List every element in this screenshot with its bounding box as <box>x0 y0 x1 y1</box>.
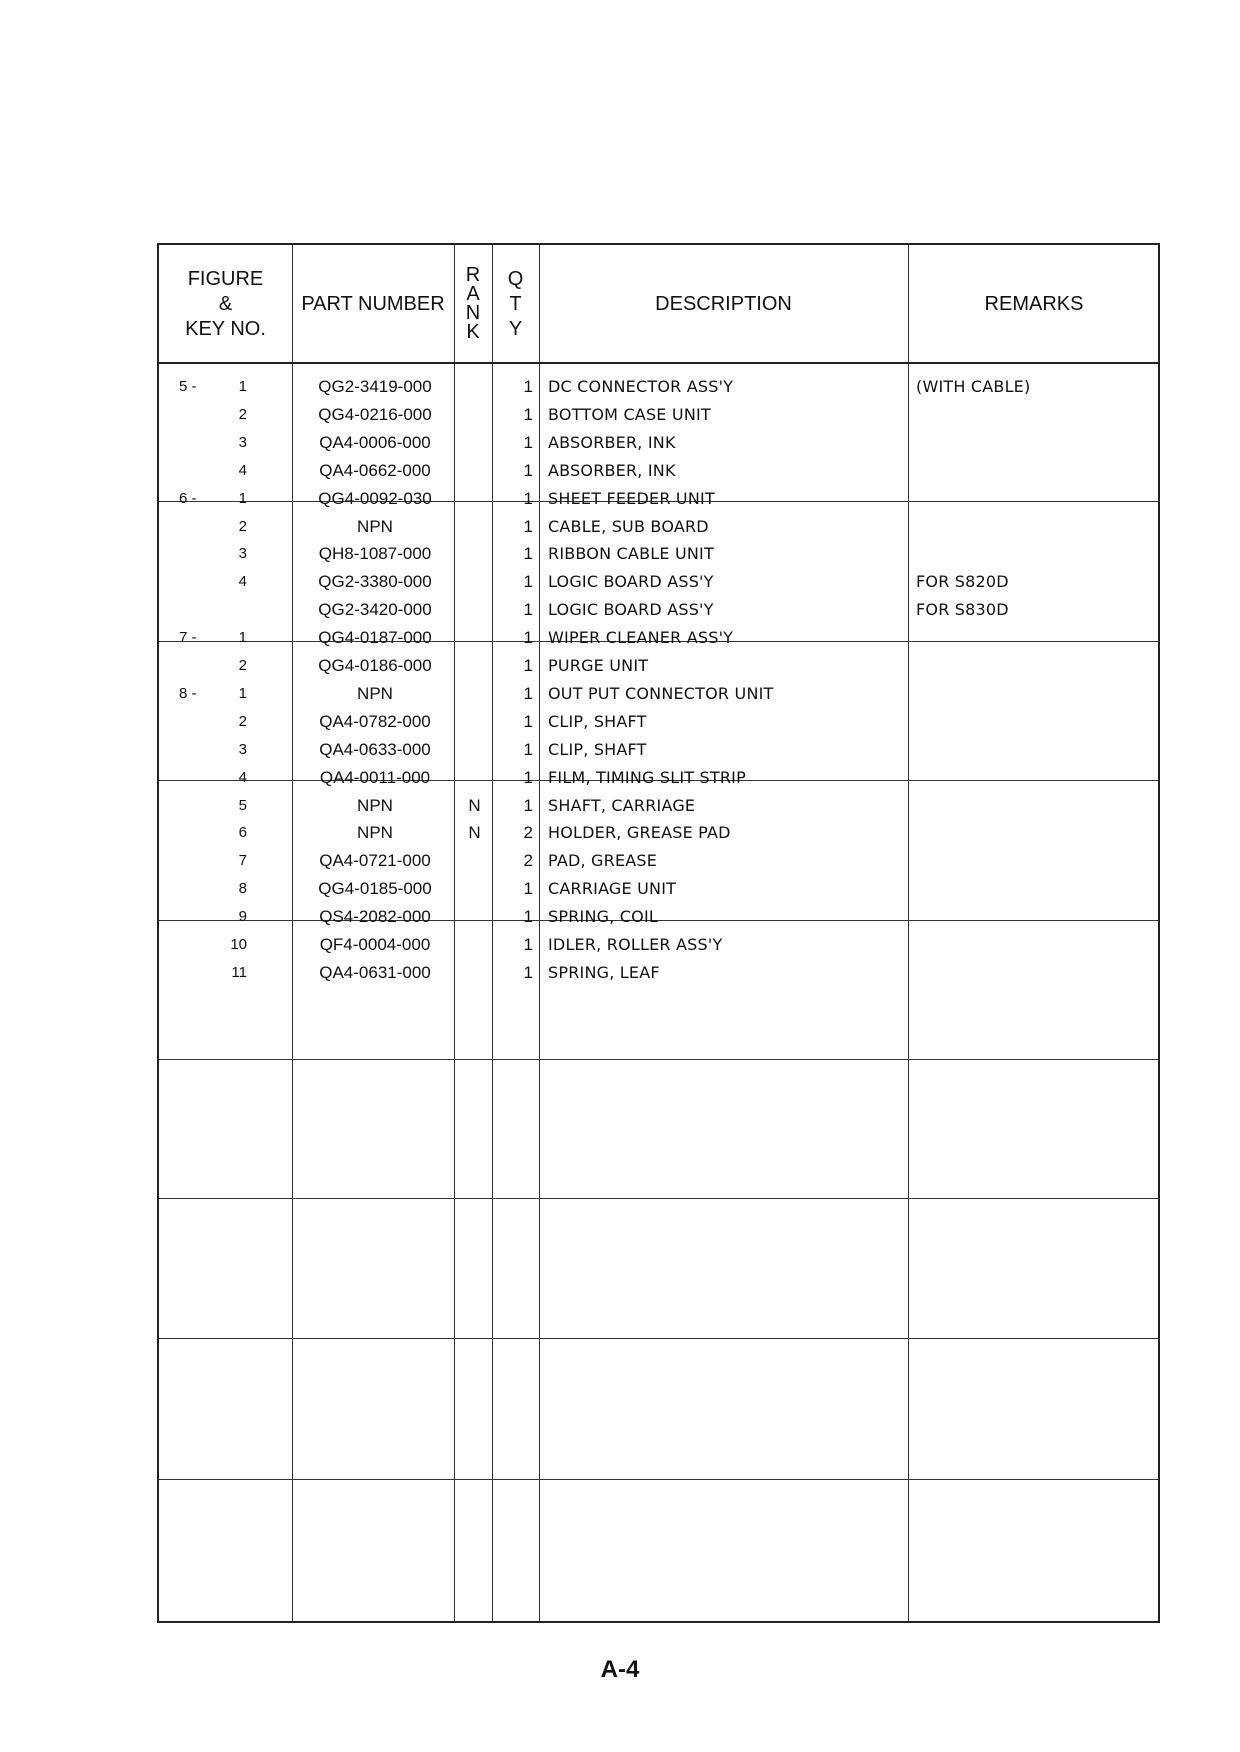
cell-description: WIPER CLEANER ASS'Y <box>548 628 734 648</box>
cell-key-number: 7 <box>238 852 247 870</box>
cell-key-number: 3 <box>238 433 247 451</box>
cell-description: OUT PUT CONNECTOR UNIT <box>548 683 774 703</box>
cell-quantity: 1 <box>523 962 533 982</box>
cell-quantity: 2 <box>523 823 533 843</box>
cell-key-number: 4 <box>238 461 247 479</box>
cell-remarks <box>916 931 1156 959</box>
table-row <box>159 903 1158 931</box>
cell-quantity: 1 <box>523 516 533 536</box>
cell-rank-code <box>456 596 493 624</box>
cell-rank-code <box>456 847 493 875</box>
cell-part-number: QA4-0631-000 <box>319 962 431 982</box>
cell-remarks <box>916 708 1156 736</box>
header-qty-letter: T <box>509 292 522 315</box>
cell-rank-code <box>456 931 493 959</box>
cell-key-number: 2 <box>238 517 247 535</box>
table-row <box>159 513 1158 541</box>
cell-key-number: 4 <box>238 768 247 786</box>
header-figure-line1: FIGURE <box>187 267 264 290</box>
cell-remarks: FOR S830D <box>916 600 1009 620</box>
cell-remarks <box>916 764 1156 792</box>
cell-part-number: QS4-2082-000 <box>319 907 431 927</box>
table-row <box>159 680 1158 708</box>
cell-remarks <box>916 903 1156 931</box>
cell-remarks <box>916 624 1156 652</box>
cell-quantity: 1 <box>523 377 533 396</box>
header-qty-letter: Y <box>508 317 523 340</box>
cell-rank-code <box>456 540 493 568</box>
table-row <box>159 931 1158 959</box>
cell-quantity: 1 <box>523 460 533 480</box>
cell-description: CLIP, SHAFT <box>548 711 647 731</box>
table-row <box>159 540 1158 568</box>
cell-remarks <box>916 457 1156 485</box>
cell-key-number: 4 <box>238 573 247 591</box>
cell-part-number: QG4-0216-000 <box>318 404 432 424</box>
cell-quantity: 1 <box>523 544 533 564</box>
cell-remarks <box>916 485 1156 513</box>
table-row <box>159 652 1158 680</box>
header-remarks: REMARKS <box>984 292 1084 315</box>
table-row <box>159 708 1158 736</box>
cell-rank-code <box>456 903 493 931</box>
cell-quantity: 1 <box>523 795 533 815</box>
cell-remarks <box>916 429 1156 457</box>
cell-description: HOLDER, GREASE PAD <box>548 823 731 843</box>
cell-key-number: 1 <box>238 378 247 395</box>
cell-key-number: 2 <box>238 657 247 674</box>
cell-remarks: FOR S820D <box>916 572 1009 592</box>
cell-figure-number: 7 - <box>179 629 197 647</box>
cell-figure-number: 6 - <box>179 489 197 507</box>
cell-part-number: QG2-3419-000 <box>318 377 432 396</box>
cell-key-number: 1 <box>238 684 247 702</box>
group-separator <box>159 1338 1158 1339</box>
cell-rank-code <box>456 568 493 596</box>
header-description: DESCRIPTION <box>655 292 792 315</box>
cell-remarks <box>916 652 1156 680</box>
table-row <box>159 485 1158 513</box>
cell-description: BOTTOM CASE UNIT <box>548 404 711 424</box>
cell-quantity: 1 <box>523 628 533 648</box>
cell-rank-code <box>456 485 493 513</box>
cell-quantity: 2 <box>523 851 533 871</box>
cell-quantity: 1 <box>523 600 533 620</box>
cell-rank-code <box>456 401 493 429</box>
cell-key-number: 10 <box>230 936 247 953</box>
table-row <box>159 401 1158 429</box>
cell-rank-code <box>456 959 493 987</box>
cell-key-number: 5 <box>238 796 247 814</box>
table-row <box>159 736 1158 764</box>
cell-remarks <box>916 875 1156 903</box>
cell-description: SPRING, COIL <box>548 907 658 927</box>
cell-description: LOGIC BOARD ASS'Y <box>548 600 714 620</box>
cell-key-number: 1 <box>238 629 247 647</box>
table-row <box>159 624 1158 652</box>
cell-part-number: NPN <box>357 516 393 536</box>
cell-remarks: (WITH CABLE) <box>916 377 1031 396</box>
cell-rank-code <box>456 652 493 680</box>
header-part-number: PART NUMBER <box>301 292 445 315</box>
header-rank-letter: R <box>465 264 481 286</box>
cell-part-number: QA4-0782-000 <box>319 711 431 731</box>
cell-description: RIBBON CABLE UNIT <box>548 544 714 564</box>
table-row <box>159 373 1158 401</box>
cell-part-number: QA4-0633-000 <box>319 739 431 759</box>
cell-part-number: QG4-0186-000 <box>318 656 432 675</box>
cell-description: LOGIC BOARD ASS'Y <box>548 572 714 592</box>
cell-rank-code <box>456 624 493 652</box>
cell-part-number: NPN <box>357 795 393 815</box>
cell-remarks <box>916 680 1156 708</box>
cell-part-number: NPN <box>357 823 393 843</box>
cell-quantity: 1 <box>523 767 533 787</box>
cell-quantity: 1 <box>523 711 533 731</box>
cell-remarks <box>916 401 1156 429</box>
cell-part-number: QF4-0004-000 <box>319 935 431 954</box>
table-row <box>159 429 1158 457</box>
cell-key-number: 6 <box>238 824 247 842</box>
cell-description: SPRING, LEAF <box>548 962 660 982</box>
cell-part-number: QG4-0185-000 <box>318 879 432 899</box>
cell-part-number: QA4-0006-000 <box>319 432 431 452</box>
cell-key-number: 8 <box>238 880 247 898</box>
cell-rank-code: N <box>468 795 481 815</box>
cell-rank-code: N <box>468 823 481 843</box>
table-row <box>159 792 1158 820</box>
table-row <box>159 764 1158 792</box>
table-row <box>159 875 1158 903</box>
cell-part-number: QG4-0092-030 <box>318 488 432 508</box>
cell-description: CABLE, SUB BOARD <box>548 516 709 536</box>
cell-quantity: 1 <box>523 572 533 592</box>
cell-description: FILM, TIMING SLIT STRIP <box>548 767 746 787</box>
cell-rank-code <box>456 457 493 485</box>
table-row <box>159 819 1158 847</box>
cell-key-number <box>219 596 247 624</box>
cell-remarks <box>916 792 1156 820</box>
cell-description: ABSORBER, INK <box>548 432 676 452</box>
header-figure-key-no <box>159 245 292 363</box>
cell-part-number: QG4-0187-000 <box>318 628 432 648</box>
cell-figure-number: 5 - <box>179 378 197 395</box>
cell-part-number: QA4-0721-000 <box>319 851 431 871</box>
cell-figure-number: 8 - <box>179 684 197 702</box>
group-separator <box>159 1479 1158 1480</box>
cell-quantity: 1 <box>523 432 533 452</box>
cell-part-number: QA4-0662-000 <box>319 460 431 480</box>
cell-description: IDLER, ROLLER ASS'Y <box>548 935 723 954</box>
cell-rank-code <box>456 764 493 792</box>
group-separator <box>159 1059 1158 1060</box>
cell-remarks <box>916 819 1156 847</box>
cell-remarks <box>916 959 1156 987</box>
cell-quantity: 1 <box>523 935 533 954</box>
page-number: A-4 <box>600 1656 640 1683</box>
cell-quantity: 1 <box>523 683 533 703</box>
cell-remarks <box>916 736 1156 764</box>
cell-remarks <box>916 540 1156 568</box>
cell-key-number: 2 <box>238 405 247 423</box>
cell-rank-code <box>456 680 493 708</box>
cell-key-number: 11 <box>231 963 247 981</box>
cell-part-number: QA4-0011-000 <box>319 767 431 787</box>
cell-description: DC CONNECTOR ASS'Y <box>548 377 734 396</box>
cell-part-number: NPN <box>357 683 393 703</box>
header-figure-line2: & <box>218 292 233 315</box>
cell-description: ABSORBER, INK <box>548 460 676 480</box>
cell-description: PURGE UNIT <box>548 656 649 675</box>
cell-key-number: 9 <box>238 908 247 926</box>
cell-key-number: 1 <box>238 489 247 507</box>
cell-rank-code <box>456 373 493 401</box>
header-qty <box>492 245 539 363</box>
cell-quantity: 1 <box>523 488 533 508</box>
table-row <box>159 596 1158 624</box>
table-row <box>159 568 1158 596</box>
cell-quantity: 1 <box>523 879 533 899</box>
header-separator <box>159 362 1158 364</box>
cell-quantity: 1 <box>523 656 533 675</box>
cell-quantity: 1 <box>523 907 533 927</box>
cell-rank-code <box>456 429 493 457</box>
cell-rank-code <box>456 736 493 764</box>
cell-description: CARRIAGE UNIT <box>548 879 677 899</box>
table-row <box>159 457 1158 485</box>
cell-rank-code <box>456 513 493 541</box>
group-separator <box>159 1198 1158 1199</box>
cell-description: PAD, GREASE <box>548 851 658 871</box>
header-rank-letter: N <box>465 302 481 324</box>
header-rank-letter: K <box>466 321 480 343</box>
cell-quantity: 1 <box>523 739 533 759</box>
cell-quantity: 1 <box>523 404 533 424</box>
parts-list-table <box>157 243 1160 1623</box>
cell-rank-code <box>456 708 493 736</box>
cell-description: CLIP, SHAFT <box>548 739 647 759</box>
cell-rank-code <box>456 875 493 903</box>
header-figure-line3: KEY NO. <box>185 317 266 340</box>
cell-part-number: QG2-3420-000 <box>318 600 432 620</box>
table-row <box>159 847 1158 875</box>
cell-description: SHEET FEEDER UNIT <box>548 488 715 508</box>
header-qty-letter: Q <box>507 267 524 290</box>
header-rank <box>454 245 492 363</box>
cell-key-number: 2 <box>238 712 247 730</box>
cell-key-number: 3 <box>238 545 247 563</box>
cell-part-number: QH8-1087-000 <box>318 544 432 564</box>
table-row <box>159 959 1158 987</box>
header-rank-letter: A <box>466 283 480 305</box>
cell-description: SHAFT, CARRIAGE <box>548 795 696 815</box>
cell-part-number: QG2-3380-000 <box>318 572 432 592</box>
cell-remarks <box>916 513 1156 541</box>
cell-key-number: 3 <box>238 740 247 758</box>
cell-remarks <box>916 847 1156 875</box>
